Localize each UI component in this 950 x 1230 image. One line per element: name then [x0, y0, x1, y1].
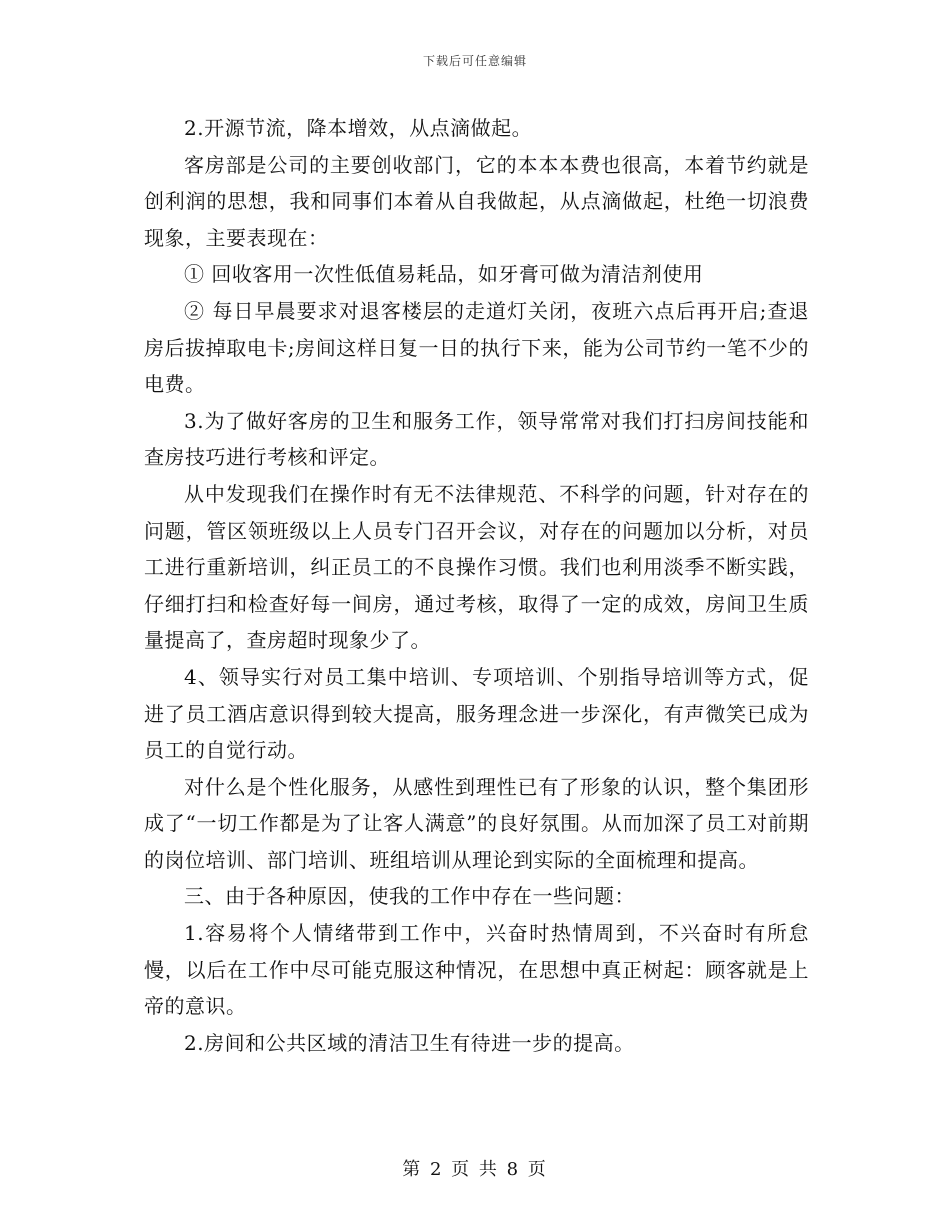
paragraph: 2.房间和公共区域的清洁卫生有待进一步的提高。	[184, 1030, 635, 1055]
list-item: ② 每日早晨要求对退客楼层的走道灯关闭，夜班六点后再开启;查退房后拔掉取电卡;房间这样日复一日的执行下来，能为公司节约一笔不少的电费。	[144, 298, 809, 397]
paragraph: 2.开源节流，降本增效，从点滴做起。	[184, 116, 533, 140]
paragraph: 1.容易将个人情绪带到工作中，兴奋时热情周到，不兴奋时有所怠慢，以后在工作中尽可能克服这种情况，在思想中真正树起：顾客就是上帝的意识。	[144, 921, 809, 1019]
list-item: ① 回收客用一次性低值易耗品，如牙膏可做为清洁剂使用	[184, 262, 704, 287]
section-heading: 三、由于各种原因，使我的工作中存在一些问题：	[184, 884, 635, 909]
paragraph: 3.为了做好客房的卫生和服务工作，领导常常对我们打扫房间技能和查房技巧进行考核和评定。	[144, 408, 809, 470]
paragraph: 客房部是公司的主要创收部门，它的本本本费也很高，本着节约就是创利润的思想，我和同事们本着从自我做起，从点滴做起，杜绝一切浪费现象，主要表现在：	[144, 152, 809, 250]
page-header-note: 下载后可任意编辑	[422, 54, 527, 68]
paragraph: 从中发现我们在操作时有无不法律规范、不科学的问题，针对存在的问题，管区领班级以上人员专门召开会议，对存在的问题加以分析，对员工进行重新培训，纠正员工的不良操作习惯。我们也利用淡季不断实践，仔细打扫和检查好每一间房，通过考核，取得了一定的成效，房间卫生质量提高了，查房超时现象少了。	[144, 481, 809, 653]
page-number: 第 2 页 共 8 页	[402, 1159, 548, 1180]
paragraph: 对什么是个性化服务，从感性到理性已有了形象的认识，整个集团形成了“一切工作都是为了让客人满意”的良好氛围。从而加深了员工对前期的岗位培训、部门培训、班组培训从理论到实际的全面梳理和提高。	[144, 774, 809, 872]
paragraph: 4、领导实行对员工集中培训、专项培训、个别指导培训等方式，促进了员工酒店意识得到较大提高，服务理念进一步深化，有声微笑已成为员工的自觉行动。	[144, 664, 809, 763]
document-body	[144, 110, 809, 1061]
